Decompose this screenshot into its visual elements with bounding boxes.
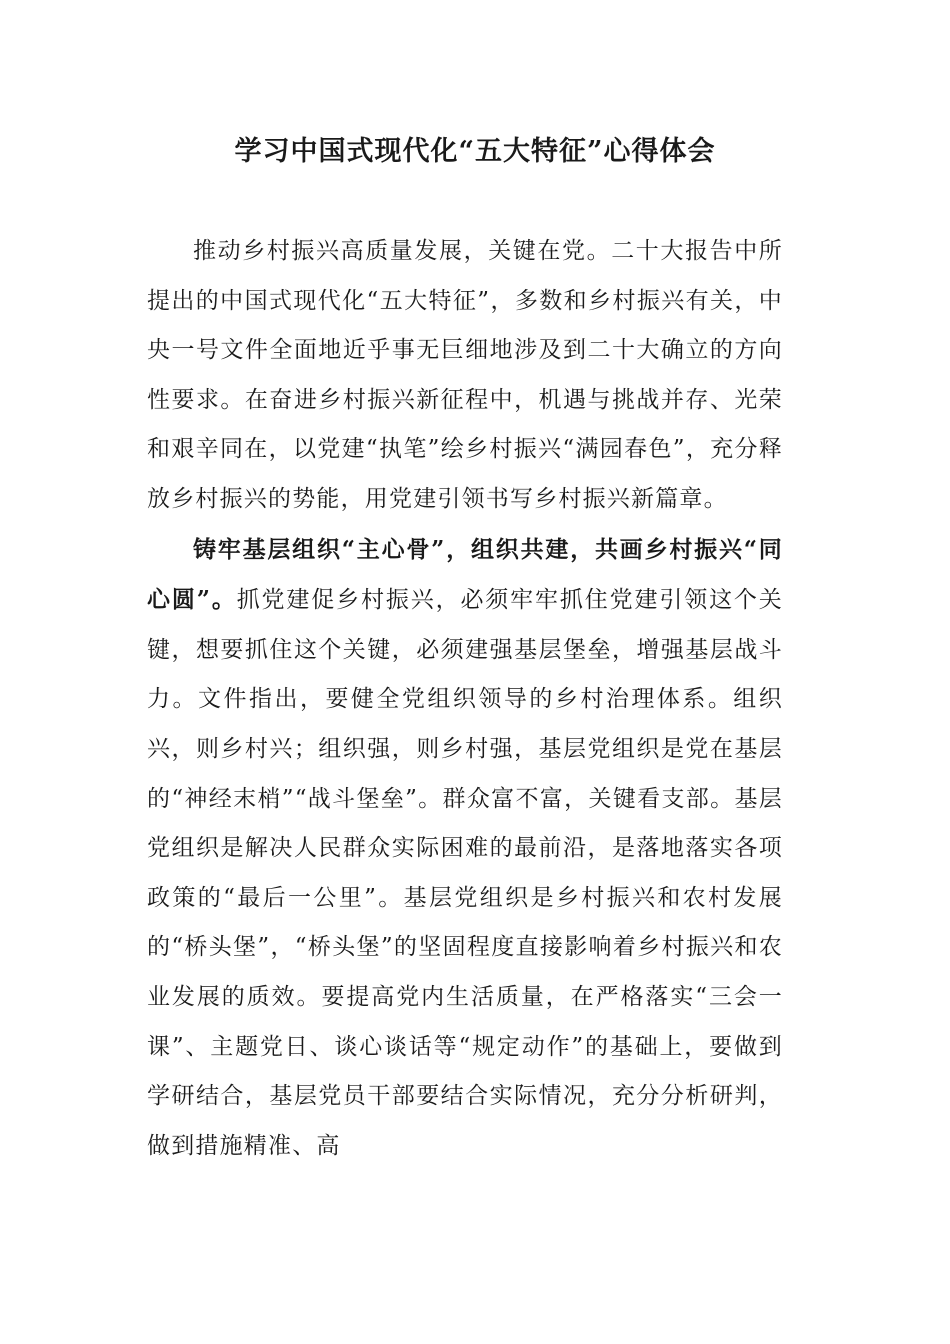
document-title: 学习中国式现代化“五大特征”心得体会 (234, 136, 716, 167)
paragraph-section-1 (147, 525, 783, 1172)
paragraph-text: 抓党建促乡村振兴，必须牢牢抓住党建引领这个关键，想要抓住这个关键，必须建强基层堡垒，增强基层战斗力。文件指出，要健全党组织领导的乡村治理体系。组织兴，则乡村兴；组织强，则乡村强，基层党组织是党在基层的“神经末梢”“战斗堡垒”。群众富不富，关键看支部。基层党组织是解决人民群众实际困难的最前沿，是落地落实各项政策的“最后一公里”。基层党组织是乡村振兴和农村发展的“桥头堡”，“桥头堡”的坚固程度直接影响着乡村振兴和农业发展的质效。要提高党内生活质量，在严格落实“三会一课”、主题党日、谈心谈话等“规定动作”的基础上，要做到学研结合，基层党员干部要结合实际情况，充分分析研判，做到措施精准、高 (147, 587, 783, 1159)
paragraph-text: 推动乡村振兴高质量发展，关键在党。二十大报告中所提出的中国式现代化“五大特征”，多数和乡村振兴有关，中央一号文件全面地近乎事无巨细地涉及到二十大确立的方向性要求。在奋进乡村振兴新征程中，机遇与挑战并存、光荣和艰辛同在，以党建“执笔”绘乡村振兴“满园春色”，充分释放乡村振兴的势能，用党建引领书写乡村振兴新篇章。 (147, 238, 783, 512)
document-body (147, 227, 783, 1171)
paragraph-lead-heading: 铸牢基层组织“主心骨”，组织共建，共画乡村振兴“同心圆”。 (147, 535, 783, 614)
paragraph-intro (147, 227, 783, 525)
